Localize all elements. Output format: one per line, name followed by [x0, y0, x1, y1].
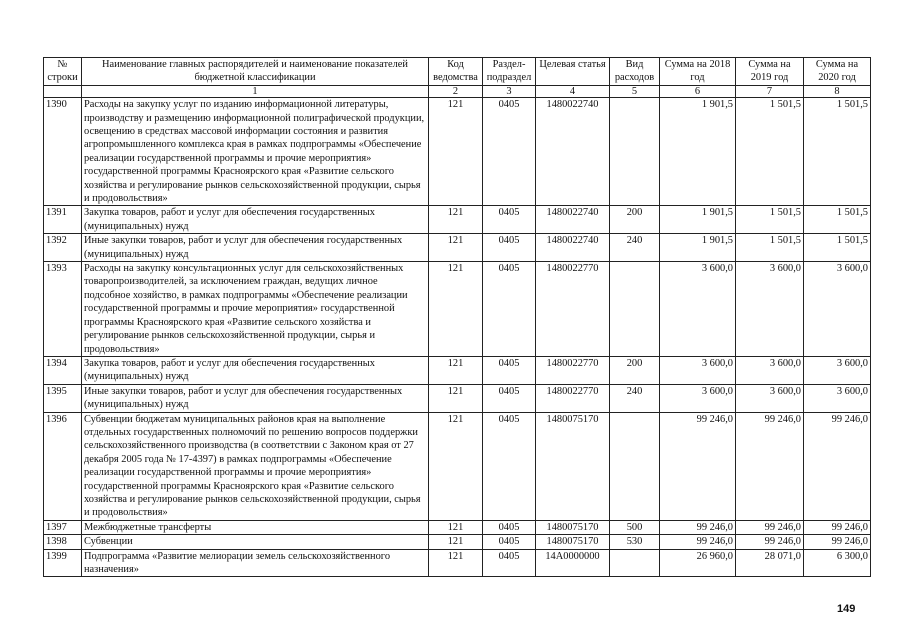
row-sum-2019: 99 246,0: [736, 412, 804, 520]
row-section: 0405: [483, 535, 536, 549]
row-target-article: 1480075170: [536, 412, 610, 520]
row-expense-type: 200: [610, 206, 660, 234]
header-expense-type: Вид расходов: [610, 58, 660, 86]
row-department-code: 121: [429, 412, 483, 520]
table-row: [44, 356, 871, 384]
column-number-blank: [44, 86, 82, 98]
row-sum-2019: 3 600,0: [736, 356, 804, 384]
column-number: 4: [536, 86, 610, 98]
row-number: 1397: [44, 520, 82, 534]
header-row: [44, 58, 871, 86]
row-name: Иные закупки товаров, работ и услуг для обеспечения государственных (муниципальных) нужд: [82, 384, 429, 412]
row-sum-2018: 99 246,0: [660, 535, 736, 549]
row-expense-type: 240: [610, 234, 660, 262]
column-number-row: [44, 86, 871, 98]
header-sum-2020: Сумма на 2020 год: [804, 58, 871, 86]
column-number: 5: [610, 86, 660, 98]
row-target-article: 1480022740: [536, 98, 610, 206]
row-name: Субвенции бюджетам муниципальных районов края на выполнение отдельных государственных полномочий по решению вопросов поддержки сельскохозяйственного производства (в соответствии с Законом края от 27 декабря 2005 года № 17-4397) в рамках подпрограммы «Обеспечение реализации государственной программы и прочие мероприятия» государственной программы Красноярского края «Развитие сельского хозяйства и регулирование рынков сельскохозяйственной продукции, сырья и продовольствия»: [82, 412, 429, 520]
table-row: [44, 234, 871, 262]
row-target-article: 1480075170: [536, 520, 610, 534]
row-number: 1395: [44, 384, 82, 412]
header-section: Раздел-подраздел: [483, 58, 536, 86]
row-name: Иные закупки товаров, работ и услуг для обеспечения государственных (муниципальных) нужд: [82, 234, 429, 262]
column-number: 6: [660, 86, 736, 98]
row-number: 1399: [44, 549, 82, 577]
row-sum-2020: 3 600,0: [804, 356, 871, 384]
header-sum-2019: Сумма на 2019 год: [736, 58, 804, 86]
row-department-code: 121: [429, 535, 483, 549]
table-row: [44, 520, 871, 534]
row-sum-2019: 3 600,0: [736, 384, 804, 412]
row-number: 1392: [44, 234, 82, 262]
row-sum-2020: 1 501,5: [804, 234, 871, 262]
row-target-article: 1480022770: [536, 356, 610, 384]
header-sum-2018: Сумма на 2018 год: [660, 58, 736, 86]
column-number: 2: [429, 86, 483, 98]
row-section: 0405: [483, 412, 536, 520]
row-expense-type: [610, 98, 660, 206]
row-section: 0405: [483, 262, 536, 357]
table-row: [44, 535, 871, 549]
row-sum-2018: 1 901,5: [660, 98, 736, 206]
row-expense-type: [610, 549, 660, 577]
row-target-article: 1480022740: [536, 234, 610, 262]
row-sum-2019: 1 501,5: [736, 234, 804, 262]
row-sum-2019: 99 246,0: [736, 520, 804, 534]
row-section: 0405: [483, 206, 536, 234]
row-department-code: 121: [429, 520, 483, 534]
row-expense-type: [610, 262, 660, 357]
row-department-code: 121: [429, 206, 483, 234]
header-name: Наименование главных распорядителей и наименование показателей бюджетной классификации: [82, 58, 429, 86]
row-name: Субвенции: [82, 535, 429, 549]
row-sum-2020: 6 300,0: [804, 549, 871, 577]
row-section: 0405: [483, 98, 536, 206]
row-sum-2019: 1 501,5: [736, 98, 804, 206]
row-number: 1396: [44, 412, 82, 520]
row-sum-2018: 1 901,5: [660, 206, 736, 234]
row-number: 1398: [44, 535, 82, 549]
column-number: 3: [483, 86, 536, 98]
table-row: [44, 412, 871, 520]
table-row: [44, 206, 871, 234]
row-section: 0405: [483, 549, 536, 577]
table-row: [44, 384, 871, 412]
row-number: 1391: [44, 206, 82, 234]
row-department-code: 121: [429, 549, 483, 577]
row-department-code: 121: [429, 384, 483, 412]
row-sum-2018: 1 901,5: [660, 234, 736, 262]
row-section: 0405: [483, 356, 536, 384]
table-row: [44, 98, 871, 206]
row-target-article: 1480022770: [536, 384, 610, 412]
column-number: 8: [804, 86, 871, 98]
row-sum-2020: 1 501,5: [804, 206, 871, 234]
row-expense-type: 500: [610, 520, 660, 534]
row-sum-2020: 99 246,0: [804, 520, 871, 534]
row-sum-2018: 99 246,0: [660, 520, 736, 534]
row-department-code: 121: [429, 98, 483, 206]
row-sum-2019: 99 246,0: [736, 535, 804, 549]
row-sum-2020: 99 246,0: [804, 535, 871, 549]
row-section: 0405: [483, 234, 536, 262]
row-sum-2020: 3 600,0: [804, 384, 871, 412]
row-name: Подпрограмма «Развитие мелиорации земель сельскохозяйственного назначения»: [82, 549, 429, 577]
row-expense-type: 530: [610, 535, 660, 549]
row-sum-2018: 3 600,0: [660, 384, 736, 412]
row-target-article: 14А0000000: [536, 549, 610, 577]
row-sum-2020: 3 600,0: [804, 262, 871, 357]
row-target-article: 1480075170: [536, 535, 610, 549]
row-sum-2019: 3 600,0: [736, 262, 804, 357]
row-name: Закупка товаров, работ и услуг для обеспечения государственных (муниципальных) нужд: [82, 356, 429, 384]
row-number: 1393: [44, 262, 82, 357]
row-sum-2020: 99 246,0: [804, 412, 871, 520]
row-sum-2018: 3 600,0: [660, 356, 736, 384]
row-number: 1390: [44, 98, 82, 206]
header-row-number: № строки: [44, 58, 82, 86]
row-sum-2018: 3 600,0: [660, 262, 736, 357]
row-expense-type: [610, 412, 660, 520]
row-name: Расходы на закупку консультационных услуг для сельскохозяйственных товаропроизводителей, за исключением граждан, ведущих личное подсобное хозяйство, в рамках подпрограммы «Обеспечение реализации государственной программы и прочие мероприятия» государственной программы Красноярского края «Развитие сельского хозяйства и регулирование рынков сельскохозяйственной продукции, сырья и продовольствия»: [82, 262, 429, 357]
header-department-code: Код ведомства: [429, 58, 483, 86]
row-department-code: 121: [429, 262, 483, 357]
row-sum-2018: 26 960,0: [660, 549, 736, 577]
row-section: 0405: [483, 520, 536, 534]
row-sum-2018: 99 246,0: [660, 412, 736, 520]
row-target-article: 1480022740: [536, 206, 610, 234]
row-sum-2019: 1 501,5: [736, 206, 804, 234]
budget-table: [43, 57, 871, 577]
row-number: 1394: [44, 356, 82, 384]
row-department-code: 121: [429, 356, 483, 384]
header-target-article: Целевая статья: [536, 58, 610, 86]
row-name: Закупка товаров, работ и услуг для обеспечения государственных (муниципальных) нужд: [82, 206, 429, 234]
column-number: 1: [82, 86, 429, 98]
page-number: 149: [837, 603, 856, 615]
row-section: 0405: [483, 384, 536, 412]
row-target-article: 1480022770: [536, 262, 610, 357]
table-row: [44, 262, 871, 357]
table-row: [44, 549, 871, 577]
row-department-code: 121: [429, 234, 483, 262]
row-expense-type: 200: [610, 356, 660, 384]
row-name: Расходы на закупку услуг по изданию информационной литературы, производству и размещению информационной полиграфической продукции, освещению в средствах массовой информации состояния и развития агропромышленного комплекса края в рамках подпрограммы «Обеспечение реализации государственной программы и прочие мероприятия» государственной программы Красноярского края «Развитие сельского хозяйства и регулирование рынков сельскохозяйственной продукции, сырья и продовольствия»: [82, 98, 429, 206]
row-name: Межбюджетные трансферты: [82, 520, 429, 534]
row-sum-2020: 1 501,5: [804, 98, 871, 206]
row-sum-2019: 28 071,0: [736, 549, 804, 577]
row-expense-type: 240: [610, 384, 660, 412]
column-number: 7: [736, 86, 804, 98]
